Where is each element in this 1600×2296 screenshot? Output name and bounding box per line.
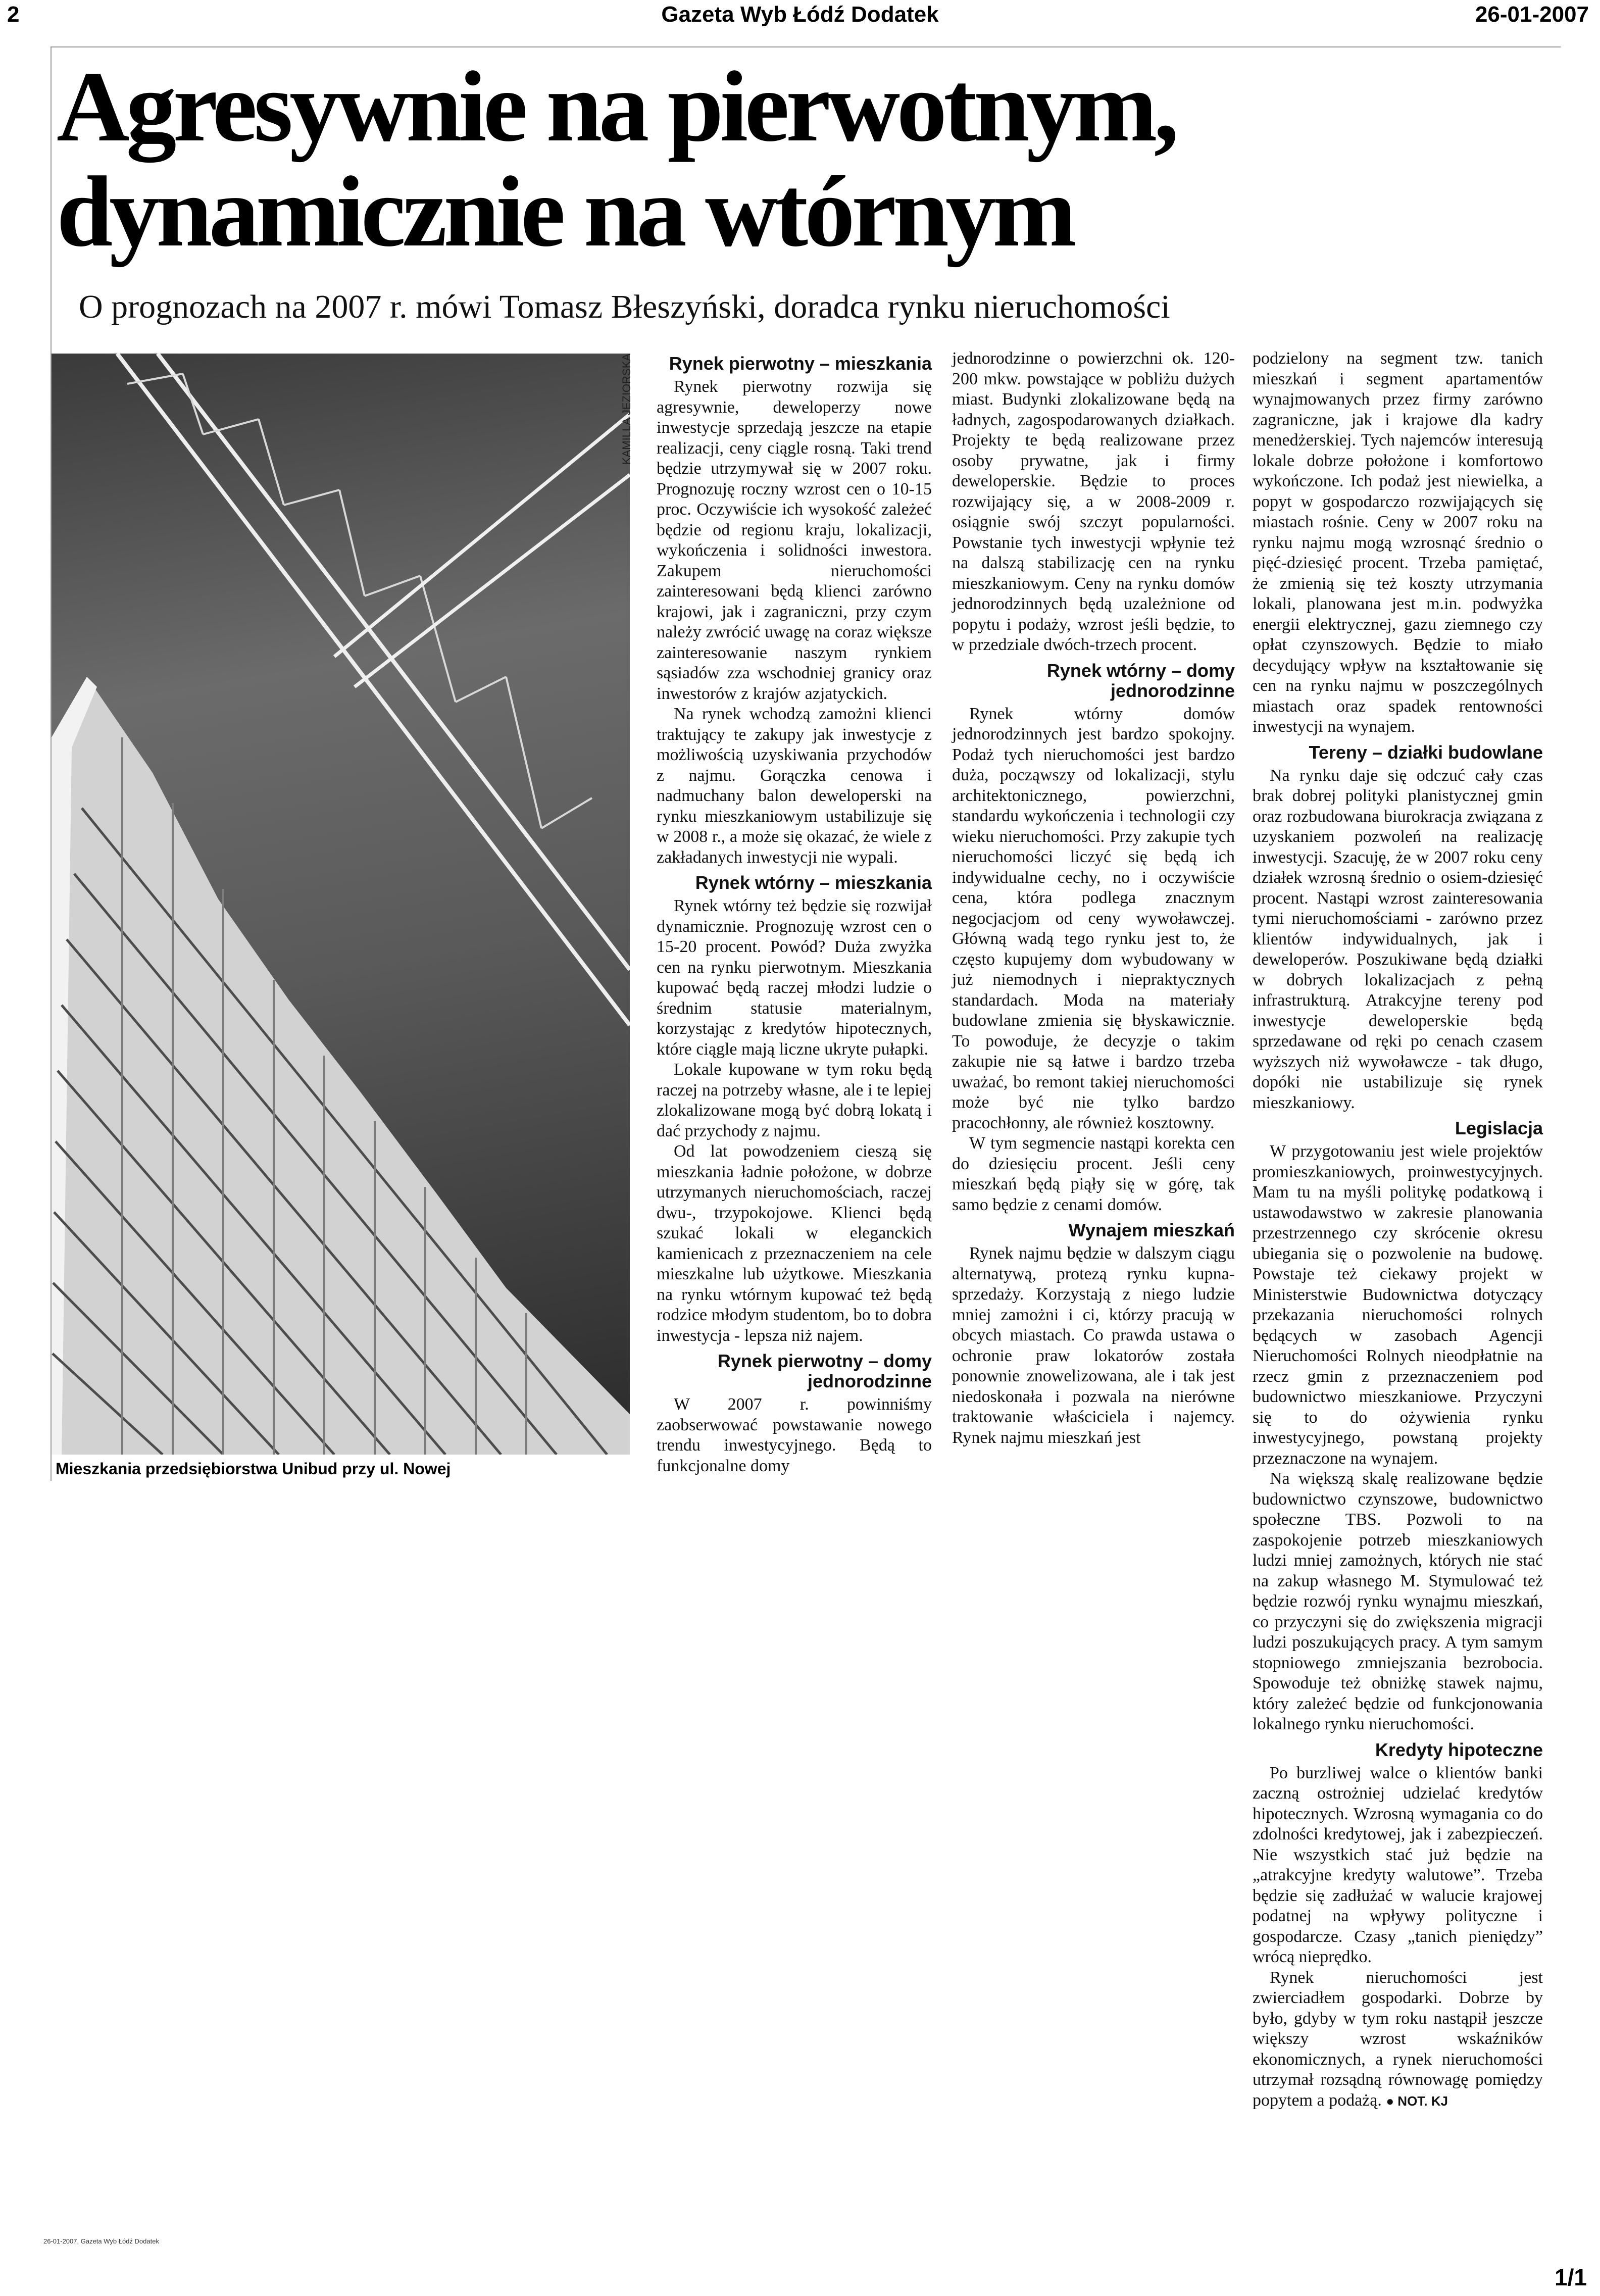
section-heading: Rynek wtórny – domy jednorodzinne [1046,660,1235,701]
photo-credit: KAMILLA JEZIORSKA [620,354,633,465]
article-column-2 [952,348,1235,1448]
frame-rule-top [51,46,1561,47]
article-paragraph: W przygotowaniu jest wiele projektów promieszkaniowych, proinwestycyjnych. Mam tu na myśli politykę podatkową i ustawodawstwo w zakresie planowania przestrzennego czy skrócenie okresu ubiegania się o pozwolenie na budowę. Powstaje też ciekawy projekt w Ministerstwie Budownictwa dotyczący przekazania nieruchomości rolnych będących w zasobach Agencji Nieruchomości Rolnych nieodpłatnie na rzecz gmin z przeznaczeniem pod budownictwo mieszkaniowe. Przyczyni się to do ożywienia rynku inwestycyjnego, powstaną projekty przeznaczone na wynajem. [1253,1142,1543,1468]
section-heading: Legislacja [1455,1118,1543,1138]
section-heading: Rynek pierwotny – mieszkania [669,353,932,374]
article-paragraph: Od lat powodzeniem cieszą się mieszkania ładnie położone, w dobrze utrzymanych nieruchomościach, raczej dwu-, trzypokojowe. Klienci będą szukać lokali w eleganckich kamienicach z przeznaczeniem na cele mieszkalne lub użytkowe. Mieszkania na rynku wtórnym kupować też będą rodzice młodym studentom, bo to dobra inwestycja - lepsza niż najem. [657,1142,932,1345]
author-signature: ● NOT. KJ [1386,2093,1448,2109]
section-heading: Kredyty hipoteczne [1375,1739,1543,1760]
page-header [0,0,1600,32]
article-paragraph: Na rynku daje się odczuć cały czas brak dobrej polityki planistycznej gmin oraz rozbudowana biurokracja związana z uzyskaniem pozwoleń na realizację inwestycji. Szacuję, że w 2007 roku ceny działek wzrosną średnio o osiem-dziesięć procent. Nastąpi wzrost zainteresowania tymi nieruchomościami - zarówno przez klientów indywidualnych, jak i deweloperów. Poszukiwane będą działki w dobrych lokalizacjach z pełną infrastrukturą. Atrakcyjne tereny pod inwestycje deweloperskie będą sprzedawane od ręki po cenach czasem wyższych niż wywoławcze - tak długo, dopóki nie ustabilizuje się rynek mieszkaniowy. [1253,766,1543,1112]
crane-and-scaffolding-illustration [52,354,630,1455]
article-paragraph: Lokale kupowane w tym roku będą raczej na potrzeby własne, ale i te lepiej zlokalizowane mogą być dobrą lokatą i dać przychody z najmu. [657,1060,932,1140]
article-photo [52,354,630,1455]
article-paragraph: Rynek pierwotny rozwija się agresywnie, deweloperzy nowe inwestycje sprzedają jeszcze na etapie realizacji, ceny ciągle rosną. Taki trend będzie utrzymywał się w 2007 roku. Prognozuję roczny wzrost cen o 10-15 proc. Oczywiście ich wysokość zależeć będzie od regionu kraju, lokalizacji, wykończenia i solidności inwestora. Zakupem nieruchomości zainteresowani będą klienci zarówno krajowi, jak i zagraniczni, przy czym należy zwrócić uwagę na coraz większe zainteresowanie naszym rynkiem sąsiadów zza wschodniej granicy oraz inwestorów z krajów azjatyckich. [657,377,932,703]
section-heading: Rynek wtórny – mieszkania [695,872,932,893]
photo-caption: Mieszkania przedsiębiorstwa Unibud przy ul. Nowej [56,1460,451,1478]
article-paragraph: W 2007 r. powinniśmy zaobserwować powstawanie nowego trendu inwestycyjnego. Będą to funkcjonalne domy [657,1395,932,1475]
publication-name: Gazeta Wyb Łódź Dodatek [661,2,939,27]
article-headline [57,51,1370,268]
publication-date: 26-01-2007 [1475,2,1589,27]
article-paragraph: Na większą skalę realizowane będzie budownictwo czynszowe, budownictwo społeczne TBS. Pozwoli to na zaspokojenie potrzeb mieszkaniowych ludzi mniej zamożnych, których nie stać na zakup własnego M. Stymulować też będzie rozwój rynku wynajmu mieszkań, co przyczyni się do zwiększenia migracji ludzi poszukujących pracy. A tym samym stopniowego zmniejszania bezrobocia. Spowoduje też obniżkę stawek najmu, który zależeć będzie od funkcjonowania lokalnego rynku nieruchomości. [1253,1469,1543,1733]
headline-line-2: dynamicznie na wtórnym [57,156,1073,268]
footer-source-note: 26-01-2007, Gazeta Wyb Łódź Dodatek [43,2237,159,2245]
article-subtitle: O prognozach na 2007 r. mówi Tomasz Błeszyński, doradca rynku nieruchomości [79,288,1170,325]
headline-line-1: Agresywnie na pierwotnym, [57,51,1176,163]
section-heading: Rynek pierwotny – domy jednorodzinne [717,1351,932,1391]
article-paragraph: Rynek najmu będzie w dalszym ciągu alternatywą, protezą rynku kupna-sprzedaży. Korzystają z niego ludzie mniej zamożni i ci, którzy pracują w obcych miastach. Co prawda ustawa o ochronie praw lokatorów została ponownie znowelizowana, ale i tak jest niedoskonała i pozwala na nierówne traktowanie właściciela i najemcy. Rynek najmu mieszkań jest [952,1244,1235,1447]
section-heading: Wynajem mieszkań [1068,1220,1235,1240]
article-column-1 [657,348,932,1476]
page-count: 1/1 [1555,2264,1587,2290]
article-paragraph: W tym segmencie nastąpi korekta cen do dziesięciu procent. Jeśli ceny mieszkań będą piąły się w górę, tak samo będzie z cenami domów. [952,1134,1235,1214]
article-paragraph: Po burzliwej walce o klientów banki zaczną ostrożniej udzielać kredytów hipotecznych. Wzrosną wymagania co do zdolności kredytowej, jak i zabezpieczeń. Nie wszystkich stać już będzie na „atrakcyjne kredyty walutowe”. Trzeba będzie się zadłużać w walucie krajowej podatnej na wpływy polityczne i gospodarcze. Czasy „tanich pieniędzy” wrócą nieprędko. [1253,1763,1543,1966]
page-number: 2 [7,2,20,27]
article-paragraph: podzielony na segment tzw. tanich mieszkań i segment apartamentów wynajmowanych przez firmy zarówno zagraniczne, jak i krajowe dla kadry menedżerskiej. Tych najemców interesują lokale dobrze położone i komfortowo wykończone. Ich podaż jest niewielka, a popyt w gospodarczo rozwijających się miastach rośnie. Ceny w 2007 roku na rynku najmu mogą wzrosnąć średnio o pięć-dziesięć procent. Trzeba pamiętać, że zmienią się też koszty utrzymania lokali, planowana jest m.in. podwyżka energii elektrycznej, gazu ziemnego czy opłat czynszowych. Będzie to miało decydujący wpływ na kształtowanie się cen na rynku najmu w poszczególnych miastach oraz spadek rentowności inwestycji na wynajem. [1253,349,1543,736]
article-paragraph: jednorodzinne o powierzchni ok. 120-200 mkw. powstające w pobliżu dużych miast. Budynki zlokalizowane będą na ładnych, zagospodarowanych działkach. Projekty te będą realizowane przez osoby prywatne, jak i firmy deweloperskie. Będzie to proces rozwijający się, a w 2008-2009 r. osiągnie swój szczyt popularności. Powstanie tych inwestycji wpłynie też na dalszą stabilizację cen na rynku mieszkaniowym. Ceny na rynku domów jednorodzinnych będą uzależnione od popytu i podaży, wzrost jeśli będzie, to w przedziale dwóch-trzech procent. [952,349,1235,654]
article-paragraph: Rynek wtórny też będzie się rozwijał dynamicznie. Prognozuję wzrost cen o 15-20 procent. Powód? Duża zwyżka cen na rynku pierwotnym. Mieszkania kupować będą raczej młodzi ludzie o średnim statusie materialnym, korzystając z kredytów hipotecznych, które ciągle mają liczne ukryte pułapki. [657,896,932,1059]
article-paragraph: Na rynek wchodzą zamożni klienci traktujący te zakupy jak inwestycje z możliwością uzyskiwania przychodów z najmu. Gorączka cenowa i nadmuchany balon deweloperski na rynku mieszkaniowym ustabilizuje się w 2008 r., a może się okazać, że wiele z zakładanych inwestycji nie wypali. [657,705,932,867]
section-heading: Tereny – działki budowlane [1309,741,1543,763]
article-paragraph: Rynek wtórny domów jednorodzinnych jest bardzo spokojny. Podaż tych nieruchomości jest bardzo duża, począwszy od lokalizacji, stylu architektonicznego, powierzchni, standardu wykończenia i technologii czy wieku nieruchomości. Przy zakupie tych nieruchomości liczyć się będą ich indywidualne cechy, no i oczywiście cena, która podlega znacznym negocjacjom od ceny wywoławczej. Główną wadą tego rynku jest to, że często kupujemy dom wybudowany w już niemodnych i niepraktycznych standardach. Moda na materiały budowlane zmienia się błyskawicznie. To powoduje, że decyzje o takim zakupie nie są łatwe i bardzo trzeba uważać, bo remont takiej nieruchomości może być nie tylko bardzo pracochłonny, ale również kosztowny. [952,704,1235,1132]
article-column-3 [1253,348,1543,2111]
article-paragraph: Rynek nieruchomości jest zwierciadłem gospodarki. Dobrze by było, gdyby w tym roku nastąpił jeszcze większy wzrost wskaźników ekonomicznych, a rynek nieruchomości utrzymał rozsądną równowagę pomiędzy popytem a podażą. ● NOT. KJ [1253,1968,1543,2110]
